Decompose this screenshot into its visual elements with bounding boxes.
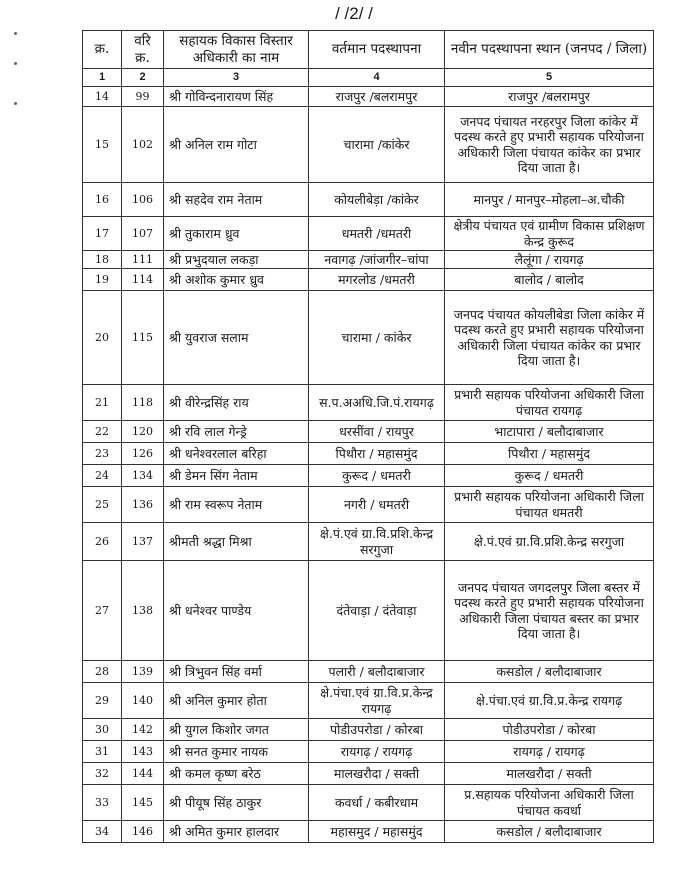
current-posting-cell: रायगढ़ / रायगढ़ [309, 741, 445, 763]
new-posting-cell: कसडोल / बलौदाबाजार [445, 661, 654, 683]
new-posting-cell: जनपद पंचायत जगदलपुर जिला बस्तर में पदस्थ करते हुए प्रभारी सहायक परियोजना अधिकारी जिला पंचायत बस्तर का प्रभार दिया जाता है। [445, 561, 654, 661]
current-posting-cell: महासमुद / महासमुंद [309, 821, 445, 843]
current-posting-cell: कवर्धा / कबीरधाम [309, 785, 445, 821]
current-posting-cell: कुरूद / धमतरी [309, 465, 445, 487]
officer-name-cell: श्री रवि लाल गेन्ड्रे [164, 421, 309, 443]
serial-cell: 26 [83, 523, 122, 561]
serial-cell: 22 [83, 421, 122, 443]
seniority-cell: 115 [122, 291, 164, 385]
officer-name-cell: श्री डेमन सिंग नेताम [164, 465, 309, 487]
punch-mark [14, 62, 17, 65]
table-row [83, 421, 654, 443]
table-row [83, 763, 654, 785]
new-posting-cell: पिथौरा / महासमुंद [445, 443, 654, 465]
column-number: 3 [164, 69, 309, 87]
column-number: 4 [309, 69, 445, 87]
current-posting-cell: नगरी / धमतरी [309, 487, 445, 523]
seniority-cell: 102 [122, 107, 164, 183]
serial-cell: 30 [83, 719, 122, 741]
current-posting-cell: धमतरी /धमतरी [309, 217, 445, 251]
header-seniority: वरि क्र. [122, 31, 164, 69]
seniority-cell: 138 [122, 561, 164, 661]
table-row [83, 821, 654, 843]
serial-cell: 29 [83, 683, 122, 719]
officer-name-cell: श्री अशोक कुमार ध्रुव [164, 269, 309, 291]
serial-cell: 23 [83, 443, 122, 465]
current-posting-cell: धरसींवा / रायपुर [309, 421, 445, 443]
table-row [83, 465, 654, 487]
officer-name-cell: श्री राम स्वरूप नेताम [164, 487, 309, 523]
new-posting-cell: पोडीउपरोडा / कोरबा [445, 719, 654, 741]
current-posting-cell: मालखरौदा / सक्ती [309, 763, 445, 785]
current-posting-cell: स.प.अअधि.जि.पं.रायगढ़ [309, 385, 445, 421]
serial-cell: 15 [83, 107, 122, 183]
header-new-posting: नवीन पदस्थापना स्थान (जनपद / जिला) [445, 31, 654, 69]
current-posting-cell: मगरलोड /धमतरी [309, 269, 445, 291]
current-posting-cell: क्षे.पं.एवं ग्रा.वि.प्रशि.केन्द्र सरगुजा [309, 523, 445, 561]
current-posting-cell: पोडीउपरोडा / कोरबा [309, 719, 445, 741]
column-number: 1 [83, 69, 122, 87]
seniority-cell: 145 [122, 785, 164, 821]
header-current-posting: वर्तमान पदस्थापना [309, 31, 445, 69]
current-posting-cell: चारामा /कांकेर [309, 107, 445, 183]
new-posting-cell: जनपद पंचायत नरहरपुर जिला कांकेर में पदस्थ करते हुए प्रभारी सहायक परियोजना अधिकारी जिला पंचायत कांकेर का प्रभार दिया जाता है। [445, 107, 654, 183]
serial-cell: 25 [83, 487, 122, 523]
officer-name-cell: श्री सनत कुमार नायक [164, 741, 309, 763]
serial-cell: 31 [83, 741, 122, 763]
seniority-cell: 106 [122, 183, 164, 217]
new-posting-cell: मालखरौदा / सक्ती [445, 763, 654, 785]
column-number-row [83, 69, 654, 87]
officer-name-cell: श्री युगल किशोर जगत [164, 719, 309, 741]
new-posting-cell: बालोद / बालोद [445, 269, 654, 291]
officer-name-cell: श्री अनिल राम गोटा [164, 107, 309, 183]
current-posting-cell: राजपुर /बलरामपुर [309, 87, 445, 107]
new-posting-cell: क्षेत्रीय पंचायत एवं ग्रामीण विकास प्रशिक्षण केन्द्र कुरूद [445, 217, 654, 251]
current-posting-cell: क्षे.पंचा.एवं ग्रा.वि.प्र.केन्द्र रायगढ़ [309, 683, 445, 719]
table-row [83, 251, 654, 269]
serial-cell: 24 [83, 465, 122, 487]
current-posting-cell: पलारी / बलौदाबाजार [309, 661, 445, 683]
new-posting-cell: कुरूद / धमतरी [445, 465, 654, 487]
table-row [83, 661, 654, 683]
new-posting-cell: लैलूंगा / रायगढ़ [445, 251, 654, 269]
column-number: 2 [122, 69, 164, 87]
table-row [83, 385, 654, 421]
officer-name-cell: श्री अमित कुमार हालदार [164, 821, 309, 843]
serial-cell: 27 [83, 561, 122, 661]
new-posting-cell: जनपद पंचायत कोयलीबेडा जिला कांकेर में पदस्थ करते हुए प्रभारी सहायक परियोजना अधिकारी जिला पंचायत कांकेर का प्रभार दिया जाता है। [445, 291, 654, 385]
seniority-cell: 136 [122, 487, 164, 523]
officer-name-cell: श्री धनेश्वरलाल बरिहा [164, 443, 309, 465]
officer-name-cell: श्री युवराज सलाम [164, 291, 309, 385]
officer-name-cell: श्री धनेश्वर पाण्डेय [164, 561, 309, 661]
new-posting-cell: राजपुर /बलरामपुर [445, 87, 654, 107]
seniority-cell: 118 [122, 385, 164, 421]
column-number: 5 [445, 69, 654, 87]
serial-cell: 14 [83, 87, 122, 107]
header-serial: क्र. [83, 31, 122, 69]
serial-cell: 28 [83, 661, 122, 683]
seniority-cell: 107 [122, 217, 164, 251]
current-posting-cell: कोयलीबेड़ा /कांकेर [309, 183, 445, 217]
table-row [83, 183, 654, 217]
new-posting-cell: क्षे.पंचा.एवं ग्रा.वि.प्र.केन्द्र रायगढ़ [445, 683, 654, 719]
current-posting-cell: चारामा / कांकेर [309, 291, 445, 385]
current-posting-cell: नवागढ़ /जांजगीर–चांपा [309, 251, 445, 269]
table-row [83, 561, 654, 661]
seniority-cell: 142 [122, 719, 164, 741]
officer-name-cell: श्री त्रिभुवन सिंह वर्मा [164, 661, 309, 683]
new-posting-cell: प्र.सहायक परियोजना अधिकारी जिला पंचायत कवर्धा [445, 785, 654, 821]
table-row [83, 291, 654, 385]
officer-name-cell: श्री तुकाराम ध्रुव [164, 217, 309, 251]
seniority-cell: 111 [122, 251, 164, 269]
new-posting-cell: प्रभारी सहायक परियोजना अधिकारी जिला पंचायत धमतरी [445, 487, 654, 523]
seniority-cell: 114 [122, 269, 164, 291]
new-posting-cell: कसडोल / बलौदाबाजार [445, 821, 654, 843]
officer-name-cell: श्री अनिल कुमार होता [164, 683, 309, 719]
seniority-cell: 139 [122, 661, 164, 683]
table-row [83, 269, 654, 291]
seniority-cell: 146 [122, 821, 164, 843]
table-row [83, 107, 654, 183]
serial-cell: 19 [83, 269, 122, 291]
new-posting-cell: रायगढ़ / रायगढ़ [445, 741, 654, 763]
current-posting-cell: दंतेवाड़ा / दंतेवाड़ा [309, 561, 445, 661]
new-posting-cell: क्षे.पं.एवं ग्रा.वि.प्रशि.केन्द्र सरगुजा [445, 523, 654, 561]
officer-name-cell: श्री सहदेव राम नेताम [164, 183, 309, 217]
header-name: सहायक विकास विस्तार अधिकारी का नाम [164, 31, 309, 69]
serial-cell: 18 [83, 251, 122, 269]
officer-name-cell: श्री गोविन्दनारायण सिंह [164, 87, 309, 107]
seniority-cell: 120 [122, 421, 164, 443]
serial-cell: 17 [83, 217, 122, 251]
serial-cell: 16 [83, 183, 122, 217]
table-row [83, 487, 654, 523]
serial-cell: 20 [83, 291, 122, 385]
seniority-cell: 134 [122, 465, 164, 487]
page-number: / /2/ / [335, 4, 373, 23]
table-row [83, 87, 654, 107]
officer-name-cell: श्री पीयूष सिंह ठाकुर [164, 785, 309, 821]
serial-cell: 21 [83, 385, 122, 421]
punch-mark [14, 32, 17, 35]
officer-name-cell: श्री प्रभुदयाल लकड़ा [164, 251, 309, 269]
new-posting-cell: भाटापारा / बलौदाबाजार [445, 421, 654, 443]
new-posting-cell: प्रभारी सहायक परियोजना अधिकारी जिला पंचायत रायगढ़ [445, 385, 654, 421]
punch-mark [14, 102, 17, 105]
serial-cell: 34 [83, 821, 122, 843]
current-posting-cell: पिथौरा / महासमुंद [309, 443, 445, 465]
seniority-cell: 137 [122, 523, 164, 561]
table-row [83, 523, 654, 561]
officer-name-cell: श्रीमती श्रद्धा मिश्रा [164, 523, 309, 561]
table-row [83, 785, 654, 821]
officer-name-cell: श्री वीरेन्द्रसिंह राय [164, 385, 309, 421]
serial-cell: 33 [83, 785, 122, 821]
header-row [83, 31, 654, 69]
table-row [83, 683, 654, 719]
table-row [83, 741, 654, 763]
seniority-cell: 144 [122, 763, 164, 785]
seniority-cell: 143 [122, 741, 164, 763]
seniority-cell: 126 [122, 443, 164, 465]
serial-cell: 32 [83, 763, 122, 785]
transfer-table [82, 30, 654, 843]
officer-name-cell: श्री कमल कृष्ण बरेठ [164, 763, 309, 785]
seniority-cell: 99 [122, 87, 164, 107]
seniority-cell: 140 [122, 683, 164, 719]
table-row [83, 217, 654, 251]
table-row [83, 719, 654, 741]
new-posting-cell: मानपुर / मानपुर–मोहला–अ.चौकी [445, 183, 654, 217]
table-row [83, 443, 654, 465]
